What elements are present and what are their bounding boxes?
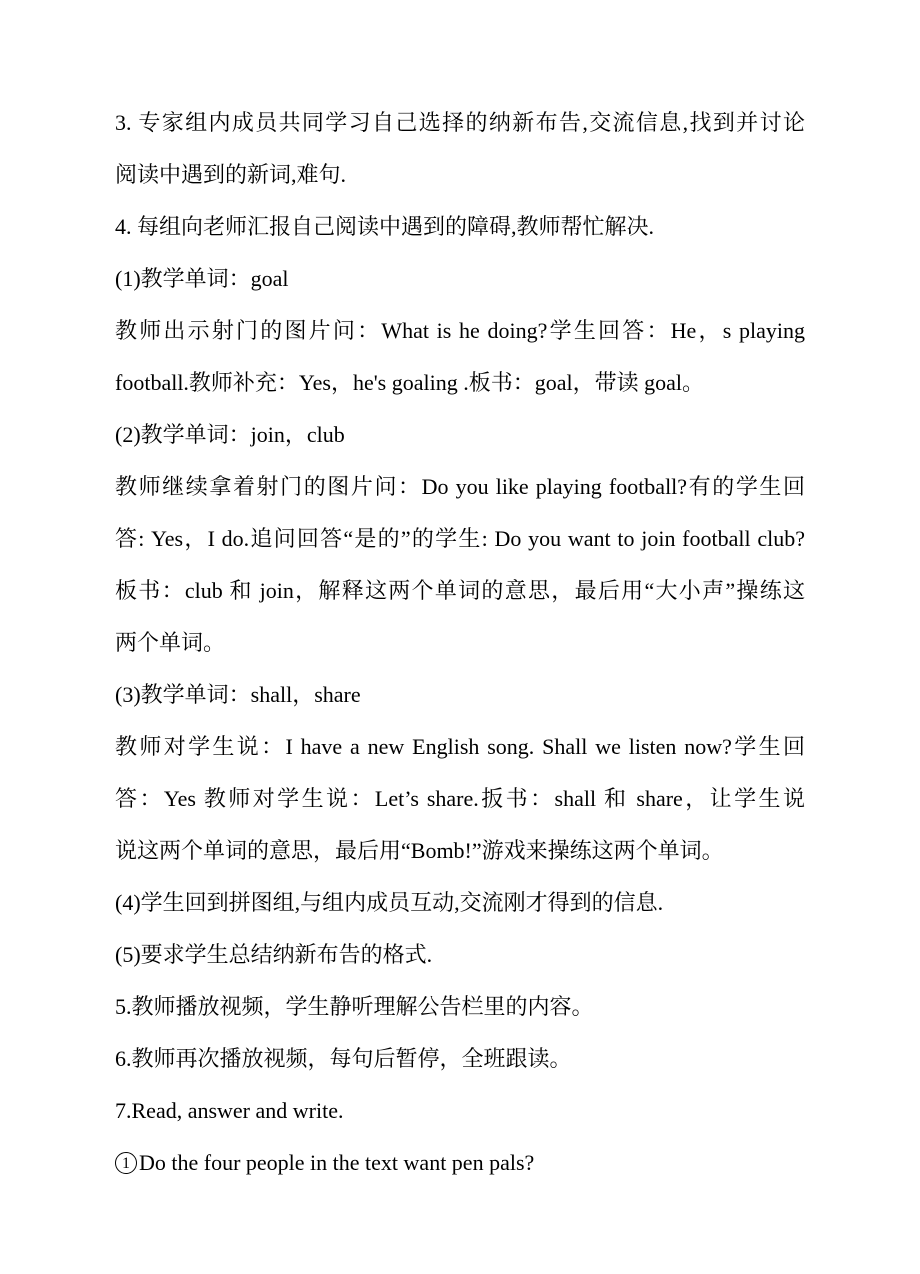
text-line-vocab-goal: (1)教学单词：goal [115,266,289,291]
text-line-step3-cont: 阅读中遇到的新词,难句. [115,162,347,187]
text-line-step6: 6.教师再次播放视频，每句后暂停，全班跟读。 [115,1046,572,1071]
text-line-join-cont: 两个单词。 [115,630,226,655]
question-text: Do the four people in the text want pen pals? [139,1150,535,1175]
document-page [115,101,815,1193]
text-line-join-answer: 答: Yes，I do.追问回答“是的”的学生: Do you want to join football club? [115,526,805,551]
text-line-vocab-shall-share: (3)教学单词：shall，share [115,682,361,707]
text-line-shall-question: 教师对学生说：I have a new English song. Shall we listen now?学生回 [115,734,805,759]
text-line-shall-answer: 答：Yes 教师对学生说：Let’s share.扳书：shall 和 share，让学生说 [115,786,805,811]
question-item-1 [115,1141,815,1193]
text-line-goal-answer: football.教师补充：Yes，he's goaling .板书：goal，带读 goal。 [115,370,704,395]
text-line-shall-cont: 说这两个单词的意思，最后用“Bomb!”游戏来操练这两个单词。 [115,838,724,863]
text-line-step7: 7.Read, answer and write. [115,1098,344,1123]
text-line-step-5-sub: (5)要求学生总结纳新布告的格式. [115,942,433,967]
circled-number-icon: 1 [115,1152,137,1174]
text-line-step-4-sub: (4)学生回到拼图组,与组内成员互动,交流刚才得到的信息. [115,890,664,915]
text-line-join-question: 教师继续拿着射门的图片问：Do you like playing football?有的学生回 [115,474,805,499]
text-line-join-board: 板书：club 和 join，解释这两个单词的意思，最后用“大小声”操练这 [115,578,805,603]
text-line-vocab-join-club: (2)教学单词：join，club [115,422,345,447]
text-line-step3: 3. 专家组内成员共同学习自己选择的纳新布告,交流信息,找到并讨论 [115,110,805,135]
text-line-step5: 5.教师播放视频，学生静听理解公告栏里的内容。 [115,994,594,1019]
text-line-step4: 4. 每组向老师汇报自己阅读中遇到的障碍,教师帮忙解决. [115,214,655,239]
text-line-goal-question: 教师出示射门的图片问：What is he doing?学生回答：He，s playing [115,318,805,343]
